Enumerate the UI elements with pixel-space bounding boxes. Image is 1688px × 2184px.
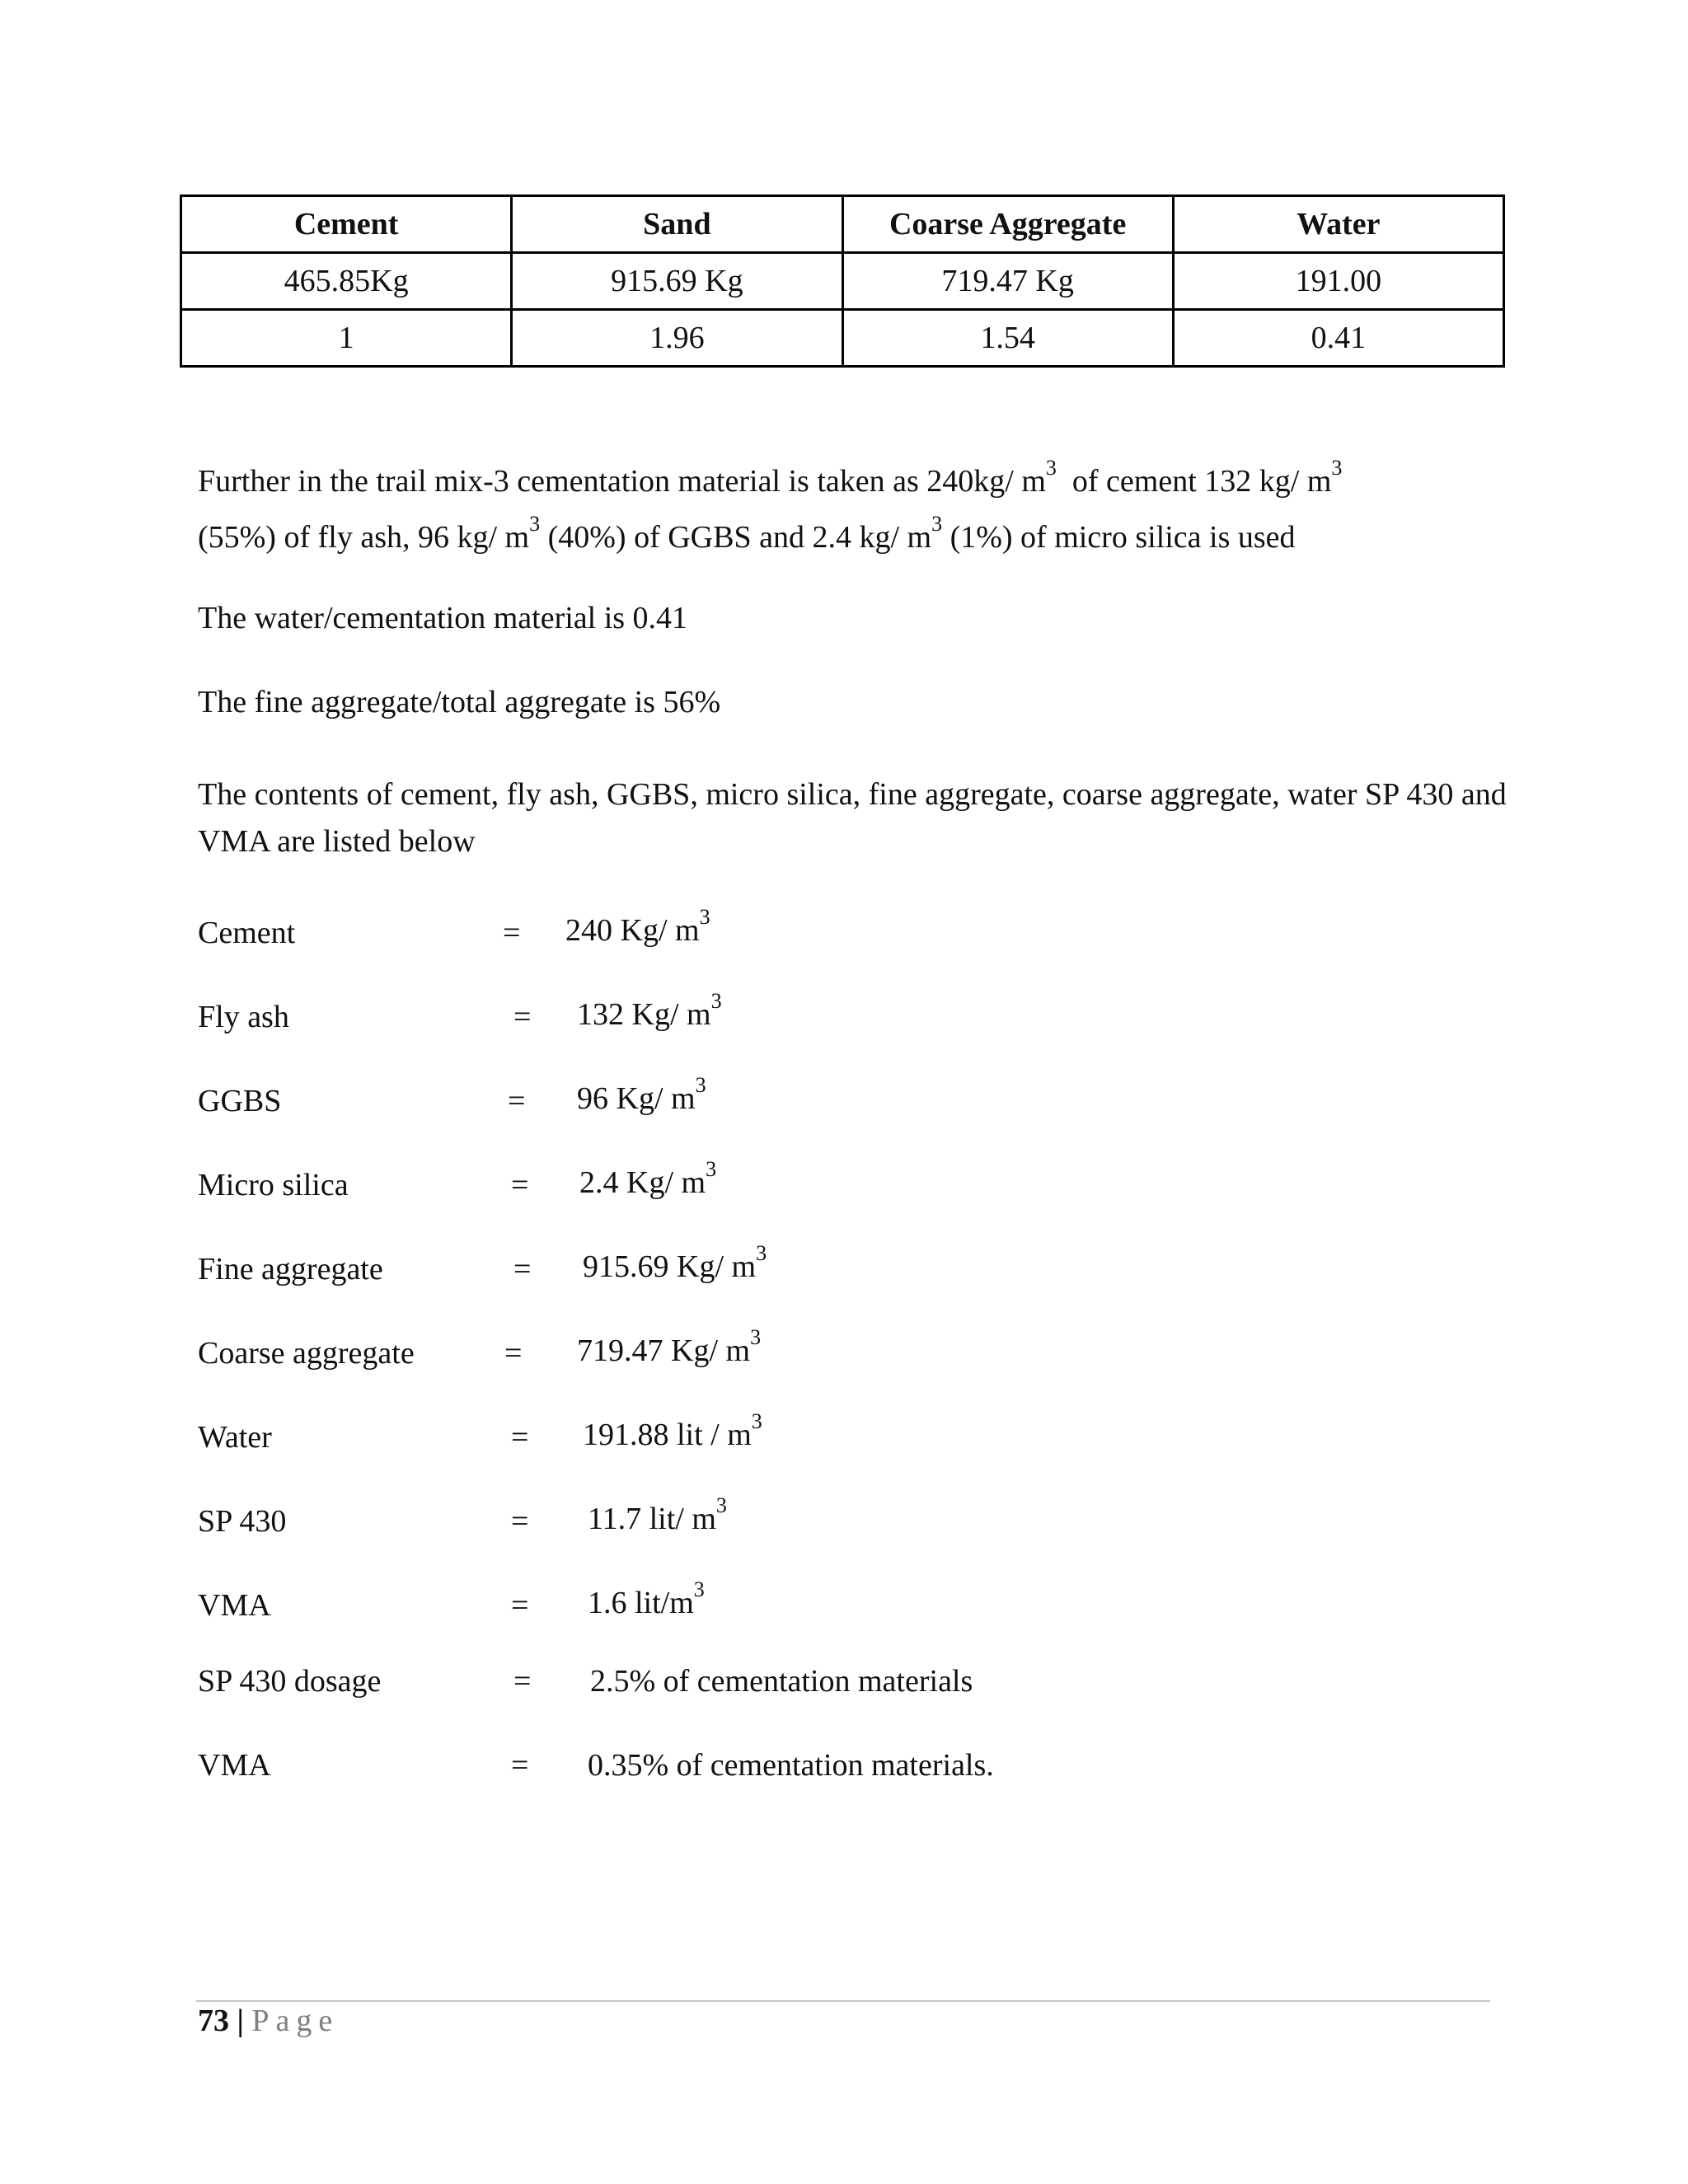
page-number: 73 (198, 2004, 229, 2038)
content-value: 2.5% of cementation materials (590, 1664, 973, 1699)
content-label: Micro silica (198, 1168, 349, 1202)
content-label: SP 430 (198, 1504, 287, 1539)
content-value: 719.47 Kg/ $m^3$ (577, 1325, 762, 1368)
header-cell: Cement (181, 196, 512, 253)
content-value: 0.35% of cementation materials. (588, 1748, 994, 1783)
equals-sign: = (504, 1336, 523, 1371)
content-value: 240 Kg/ $m^3$ (565, 905, 710, 948)
content-row-water (198, 1409, 1187, 1469)
equals-sign: = (508, 1084, 526, 1118)
equals-sign: = (511, 1168, 529, 1202)
equals-sign: = (513, 1252, 532, 1286)
content-value: 11.7 lit/ $m^3$ (588, 1493, 727, 1536)
water-ratio-text: The water/cementation material is 0.41 (198, 601, 688, 635)
equals-sign: = (513, 1000, 532, 1034)
content-label: Fine aggregate (198, 1252, 383, 1286)
table-cell: 915.69 Kg (512, 253, 842, 310)
equals-sign: = (513, 1664, 532, 1699)
table-header-row (181, 196, 1504, 253)
footer-divider (196, 2000, 1490, 2002)
content-row-vma (198, 1577, 1187, 1637)
equals-sign: = (503, 916, 521, 950)
footer-separator: | (237, 2004, 244, 2038)
content-value: 132 Kg/ $m^3$ (577, 989, 722, 1032)
content-row-coarse-aggregate (198, 1325, 1187, 1385)
page-footer (198, 2003, 339, 2039)
content-row-ggbs (198, 1073, 1187, 1132)
table-cell: 191.00 (1173, 253, 1503, 310)
content-label: SP 430 dosage (198, 1664, 382, 1699)
contents-intro-paragraph: The contents of cement, fly ash, GGBS, micro silica, fine aggregate, coarse aggregate, water SP 430 and VMA are listed below (198, 777, 1507, 859)
content-row-micro-silica (198, 1157, 1187, 1216)
content-label: Coarse aggregate (198, 1336, 415, 1371)
header-cell: Coarse Aggregate (842, 196, 1173, 253)
equals-sign: = (511, 1588, 529, 1623)
content-row-vma-dosage (198, 1747, 1187, 1797)
content-value: 915.69 Kg/ $m^3$ (583, 1241, 767, 1284)
content-row-sp430-dosage (198, 1663, 1187, 1713)
table-cell: 465.85Kg (181, 253, 512, 310)
table-row (181, 253, 1504, 310)
content-label: VMA (198, 1748, 271, 1783)
content-value: 2.4 Kg/ $m^3$ (579, 1157, 717, 1200)
content-value: 96 Kg/ $m^3$ (577, 1073, 706, 1116)
aggregate-ratio-text: The fine aggregate/total aggregate is 56% (198, 685, 721, 719)
header-cell: Water (1173, 196, 1503, 253)
content-value: 191.88 lit / $m^3$ (583, 1409, 762, 1452)
table-row (181, 310, 1504, 367)
content-label: VMA (198, 1588, 271, 1623)
equals-sign: = (511, 1504, 529, 1539)
equals-sign: = (511, 1748, 529, 1783)
content-row-sp430 (198, 1493, 1187, 1553)
content-label: Cement (198, 916, 296, 950)
page-word: Page (251, 2004, 340, 2038)
table-cell: 0.41 (1173, 310, 1503, 367)
table-cell: 1.54 (842, 310, 1173, 367)
content-value: 1.6 lit/$m^3$ (588, 1577, 705, 1620)
content-row-fine-aggregate (198, 1241, 1187, 1301)
content-label: Fly ash (198, 1000, 289, 1034)
mix-description-paragraph: Further in the trail mix-3 cementation material is taken as 240kg/ $m^3$ of cement 132 kg/ $m^3$ (55%) of fly ash, 96 kg/ $m^3$ (40%) of GGBS and 2.4 kg/ $m^3$ (1%) of micro silica is used (198, 456, 1343, 555)
content-label: GGBS (198, 1084, 282, 1118)
header-cell: Sand (512, 196, 842, 253)
table-cell: 1.96 (512, 310, 842, 367)
content-row-fly-ash (198, 989, 1187, 1048)
mix-proportion-table (180, 194, 1505, 368)
table-cell: 719.47 Kg (842, 253, 1173, 310)
content-label: Water (198, 1420, 272, 1455)
content-row-cement (198, 905, 1187, 964)
equals-sign: = (511, 1420, 529, 1455)
table-cell: 1 (181, 310, 512, 367)
